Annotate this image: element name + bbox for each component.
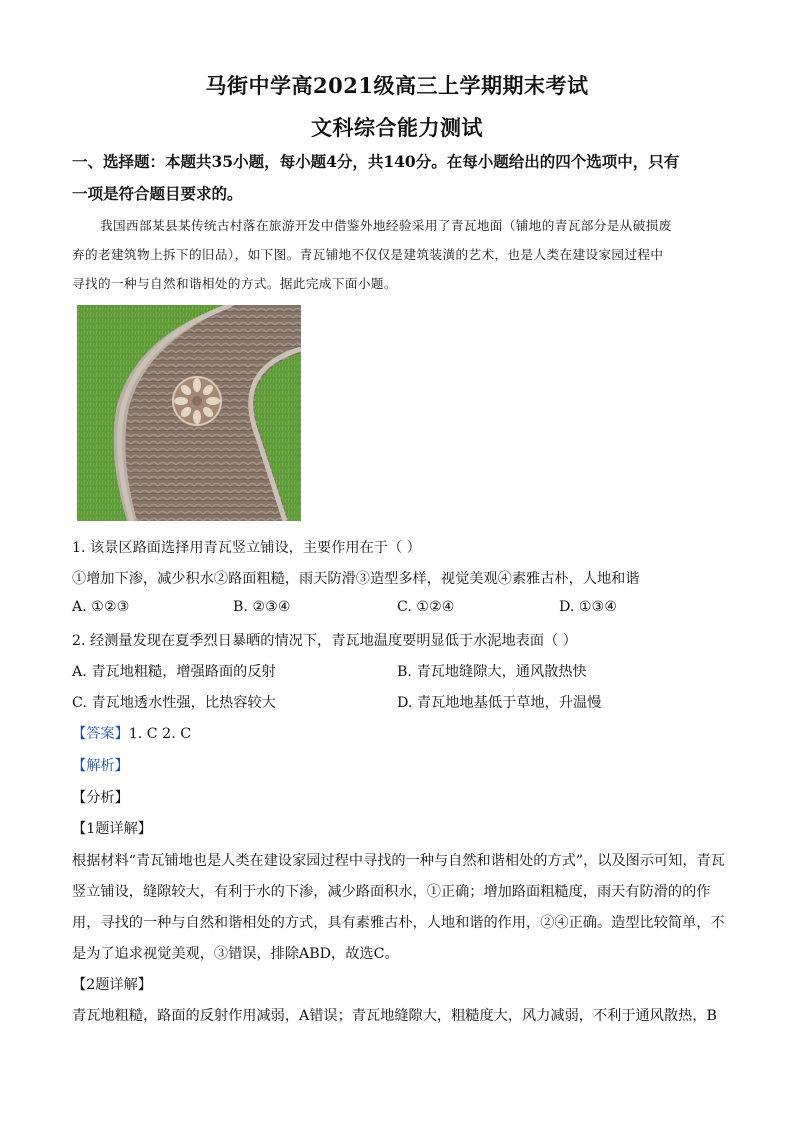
material-line1: 我国西部某县某传统古村落在旅游开发中借鉴外地经验采用了青瓦地面（铺地的青瓦部分是从破损废 (100, 218, 672, 233)
detail1-line3: 用，寻找的一种与自然和谐相处的方式，具有素雅古朴，人地和谐的作用，②④正确。造型比较简单，不 (72, 915, 725, 931)
section-heading-line1: 一、选择题：本题共35小题，每小题4分，共140分。在每小题给出的四个选项中，只有 (72, 152, 680, 171)
tile-path-photo (77, 305, 301, 521)
material-line2: 弃的老建筑物上拆下的旧品），如下图。青瓦铺地不仅仅是建筑装潢的艺术，也是人类在建设家园过程中 (72, 247, 664, 262)
detail1-title: 【1题详解】 (72, 821, 152, 837)
answer-line (72, 723, 732, 743)
analysis-tag: 【解析】 (72, 758, 129, 774)
q1-stem: 1. 该景区路面选择用青瓦竖立铺设，主要作用在于（ ） (72, 540, 421, 556)
q2-option-a: A. 青瓦地粗糙，增强路面的反射 (72, 664, 276, 680)
q2-option-c: C. 青瓦地透水性强，比热容较大 (72, 695, 276, 711)
fenxi-tag: 【分析】 (72, 790, 129, 806)
q1-option-a: A. ①②③ (72, 599, 130, 615)
q2-option-d: D. 青瓦地地基低于草地，升温慢 (397, 695, 602, 711)
detail2-title: 【2题详解】 (72, 977, 152, 993)
q1-option-c: C. ①②④ (397, 599, 455, 615)
q1-option-d: D. ①③④ (559, 599, 618, 615)
q1-option-b: B. ②③④ (233, 599, 291, 615)
material-line3: 寻找的一种与自然和谐相处的方式。据此完成下面小题。 (72, 276, 397, 291)
exam-title: 马街中学高2021级高三上学期期末考试 (205, 73, 589, 98)
detail2-line1: 青瓦地粗糙，路面的反射作用减弱，A错误；青瓦地缝隙大，粗糙度大，风力减弱，不利于通风散热，B (72, 1008, 717, 1024)
answer-tag: 【答案】 (72, 726, 129, 742)
section-heading-line2: 一项是符合题目要求的。 (72, 184, 243, 203)
answer-text: 1. C 2. C (128, 726, 192, 742)
q2-option-b: B. 青瓦地缝隙大，通风散热快 (397, 664, 587, 680)
q1-statements: ①增加下渗，减少积水②路面粗糙，雨天防滑③造型多样，视觉美观④素雅古朴，人地和谐 (72, 571, 640, 587)
detail1-line2: 竖立铺设，缝隙较大，有利于水的下渗，减少路面积水，①正确；增加路面粗糙度，雨天有防滑的的作 (72, 884, 711, 900)
q2-stem: 2. 经测量发现在夏季烈日暴晒的情况下，青瓦地温度要明显低于水泥地表面（ ） (72, 633, 577, 649)
detail1-line4: 是为了追求视觉美观，③错误，排除ABD，故选C。 (72, 946, 399, 962)
exam-subtitle: 文科综合能力测试 (311, 115, 483, 140)
detail1-line1: 根据材料“青瓦铺地也是人类在建设家园过程中寻找的一种与自然和谐相处的方式”，以及图示可知，青瓦 (72, 853, 725, 869)
